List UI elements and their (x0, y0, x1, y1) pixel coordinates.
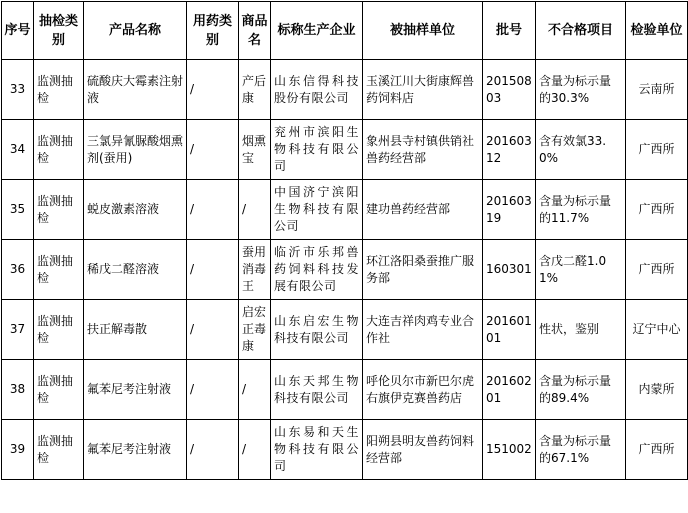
cell-nominal-manufacturer: 临沂市乐邦兽药饲料科技发展有限公司 (271, 240, 363, 300)
cell-nominal-manufacturer: 山东天邦生物科技有限公司 (271, 360, 363, 420)
cell-testing-unit: 内蒙所 (626, 360, 688, 420)
cell-nonconforming-item: 性状，鉴别 (536, 300, 626, 360)
header-sampled-unit: 被抽样单位 (363, 2, 483, 60)
cell-serial-number: 38 (2, 360, 34, 420)
cell-inspection-type: 监测抽检 (34, 360, 84, 420)
header-nominal-manufacturer: 标称生产企业 (271, 2, 363, 60)
cell-product-name: 扶正解毒散 (84, 300, 187, 360)
cell-nonconforming-item: 含有效氯33.0% (536, 120, 626, 180)
cell-testing-unit: 辽宁中心 (626, 300, 688, 360)
cell-testing-unit: 云南所 (626, 60, 688, 120)
cell-trade-name: 产后康 (239, 60, 271, 120)
cell-drug-usage-category: / (187, 420, 239, 480)
table-row (2, 180, 688, 240)
cell-inspection-type: 监测抽检 (34, 120, 84, 180)
cell-product-name: 稀戊二醛溶液 (84, 240, 187, 300)
cell-inspection-type: 监测抽检 (34, 60, 84, 120)
cell-serial-number: 33 (2, 60, 34, 120)
cell-sampled-unit: 阳朔县明友兽药饲料经营部 (363, 420, 483, 480)
cell-batch-number: 20160201 (483, 360, 536, 420)
table-header (2, 2, 688, 60)
cell-trade-name: 蚕用消毒王 (239, 240, 271, 300)
cell-batch-number: 160301 (483, 240, 536, 300)
header-nonconforming-item: 不合格项目 (536, 2, 626, 60)
cell-nonconforming-item: 含量为标示量的89.4% (536, 360, 626, 420)
cell-trade-name: / (239, 360, 271, 420)
table-row (2, 120, 688, 180)
cell-drug-usage-category: / (187, 120, 239, 180)
cell-serial-number: 35 (2, 180, 34, 240)
header-batch-number: 批号 (483, 2, 536, 60)
table-row (2, 420, 688, 480)
cell-sampled-unit: 建功兽药经营部 (363, 180, 483, 240)
header-product-name: 产品名称 (84, 2, 187, 60)
table-row (2, 300, 688, 360)
cell-nonconforming-item: 含量为标示量的11.7% (536, 180, 626, 240)
cell-product-name: 氟苯尼考注射液 (84, 420, 187, 480)
cell-testing-unit: 广西所 (626, 240, 688, 300)
cell-product-name: 硫酸庆大霉素注射液 (84, 60, 187, 120)
cell-serial-number: 36 (2, 240, 34, 300)
cell-trade-name: 烟熏宝 (239, 120, 271, 180)
cell-batch-number: 20150803 (483, 60, 536, 120)
cell-nominal-manufacturer: 山东信得科技股份有限公司 (271, 60, 363, 120)
header-inspection-type: 抽检类别 (34, 2, 84, 60)
cell-sampled-unit: 象州县寺村镇供销社兽药经营部 (363, 120, 483, 180)
cell-inspection-type: 监测抽检 (34, 180, 84, 240)
inspection-results-table (1, 1, 688, 480)
cell-inspection-type: 监测抽检 (34, 420, 84, 480)
cell-nonconforming-item: 含戊二醛1.01% (536, 240, 626, 300)
cell-trade-name: / (239, 420, 271, 480)
cell-trade-name: / (239, 180, 271, 240)
cell-nonconforming-item: 含量为标示量的30.3% (536, 60, 626, 120)
cell-drug-usage-category: / (187, 180, 239, 240)
cell-batch-number: 20160312 (483, 120, 536, 180)
header-drug-usage-category: 用药类别 (187, 2, 239, 60)
cell-inspection-type: 监测抽检 (34, 300, 84, 360)
cell-serial-number: 34 (2, 120, 34, 180)
cell-drug-usage-category: / (187, 240, 239, 300)
cell-nominal-manufacturer: 山东易和天生物科技有限公司 (271, 420, 363, 480)
cell-testing-unit: 广西所 (626, 120, 688, 180)
cell-sampled-unit: 大连吉祥肉鸡专业合作社 (363, 300, 483, 360)
cell-testing-unit: 广西所 (626, 420, 688, 480)
header-row (2, 2, 688, 60)
cell-batch-number: 20160101 (483, 300, 536, 360)
cell-product-name: 三氯异氰脲酸烟熏剂(蚕用) (84, 120, 187, 180)
header-serial-number: 序号 (2, 2, 34, 60)
cell-sampled-unit: 玉溪江川大街康辉兽药饲料店 (363, 60, 483, 120)
cell-product-name: 氟苯尼考注射液 (84, 360, 187, 420)
cell-nonconforming-item: 含量为标示量的67.1% (536, 420, 626, 480)
header-testing-unit: 检验单位 (626, 2, 688, 60)
cell-nominal-manufacturer: 兖州市滨阳生物科技有限公司 (271, 120, 363, 180)
cell-batch-number: 20160319 (483, 180, 536, 240)
cell-drug-usage-category: / (187, 60, 239, 120)
cell-trade-name: 启宏正毒康 (239, 300, 271, 360)
table-row (2, 360, 688, 420)
cell-nominal-manufacturer: 山东启宏生物科技有限公司 (271, 300, 363, 360)
cell-product-name: 蜕皮激素溶液 (84, 180, 187, 240)
cell-sampled-unit: 环江洛阳桑蚕推广服务部 (363, 240, 483, 300)
cell-nominal-manufacturer: 中国济宁滨阳生物科技有限公司 (271, 180, 363, 240)
cell-sampled-unit: 呼伦贝尔市新巴尔虎右旗伊克赛兽药店 (363, 360, 483, 420)
header-trade-name: 商品名 (239, 2, 271, 60)
cell-drug-usage-category: / (187, 300, 239, 360)
cell-serial-number: 37 (2, 300, 34, 360)
cell-serial-number: 39 (2, 420, 34, 480)
table-body (2, 60, 688, 480)
cell-testing-unit: 广西所 (626, 180, 688, 240)
cell-inspection-type: 监测抽检 (34, 240, 84, 300)
table-row (2, 240, 688, 300)
cell-drug-usage-category: / (187, 360, 239, 420)
table-row (2, 60, 688, 120)
cell-batch-number: 151002 (483, 420, 536, 480)
